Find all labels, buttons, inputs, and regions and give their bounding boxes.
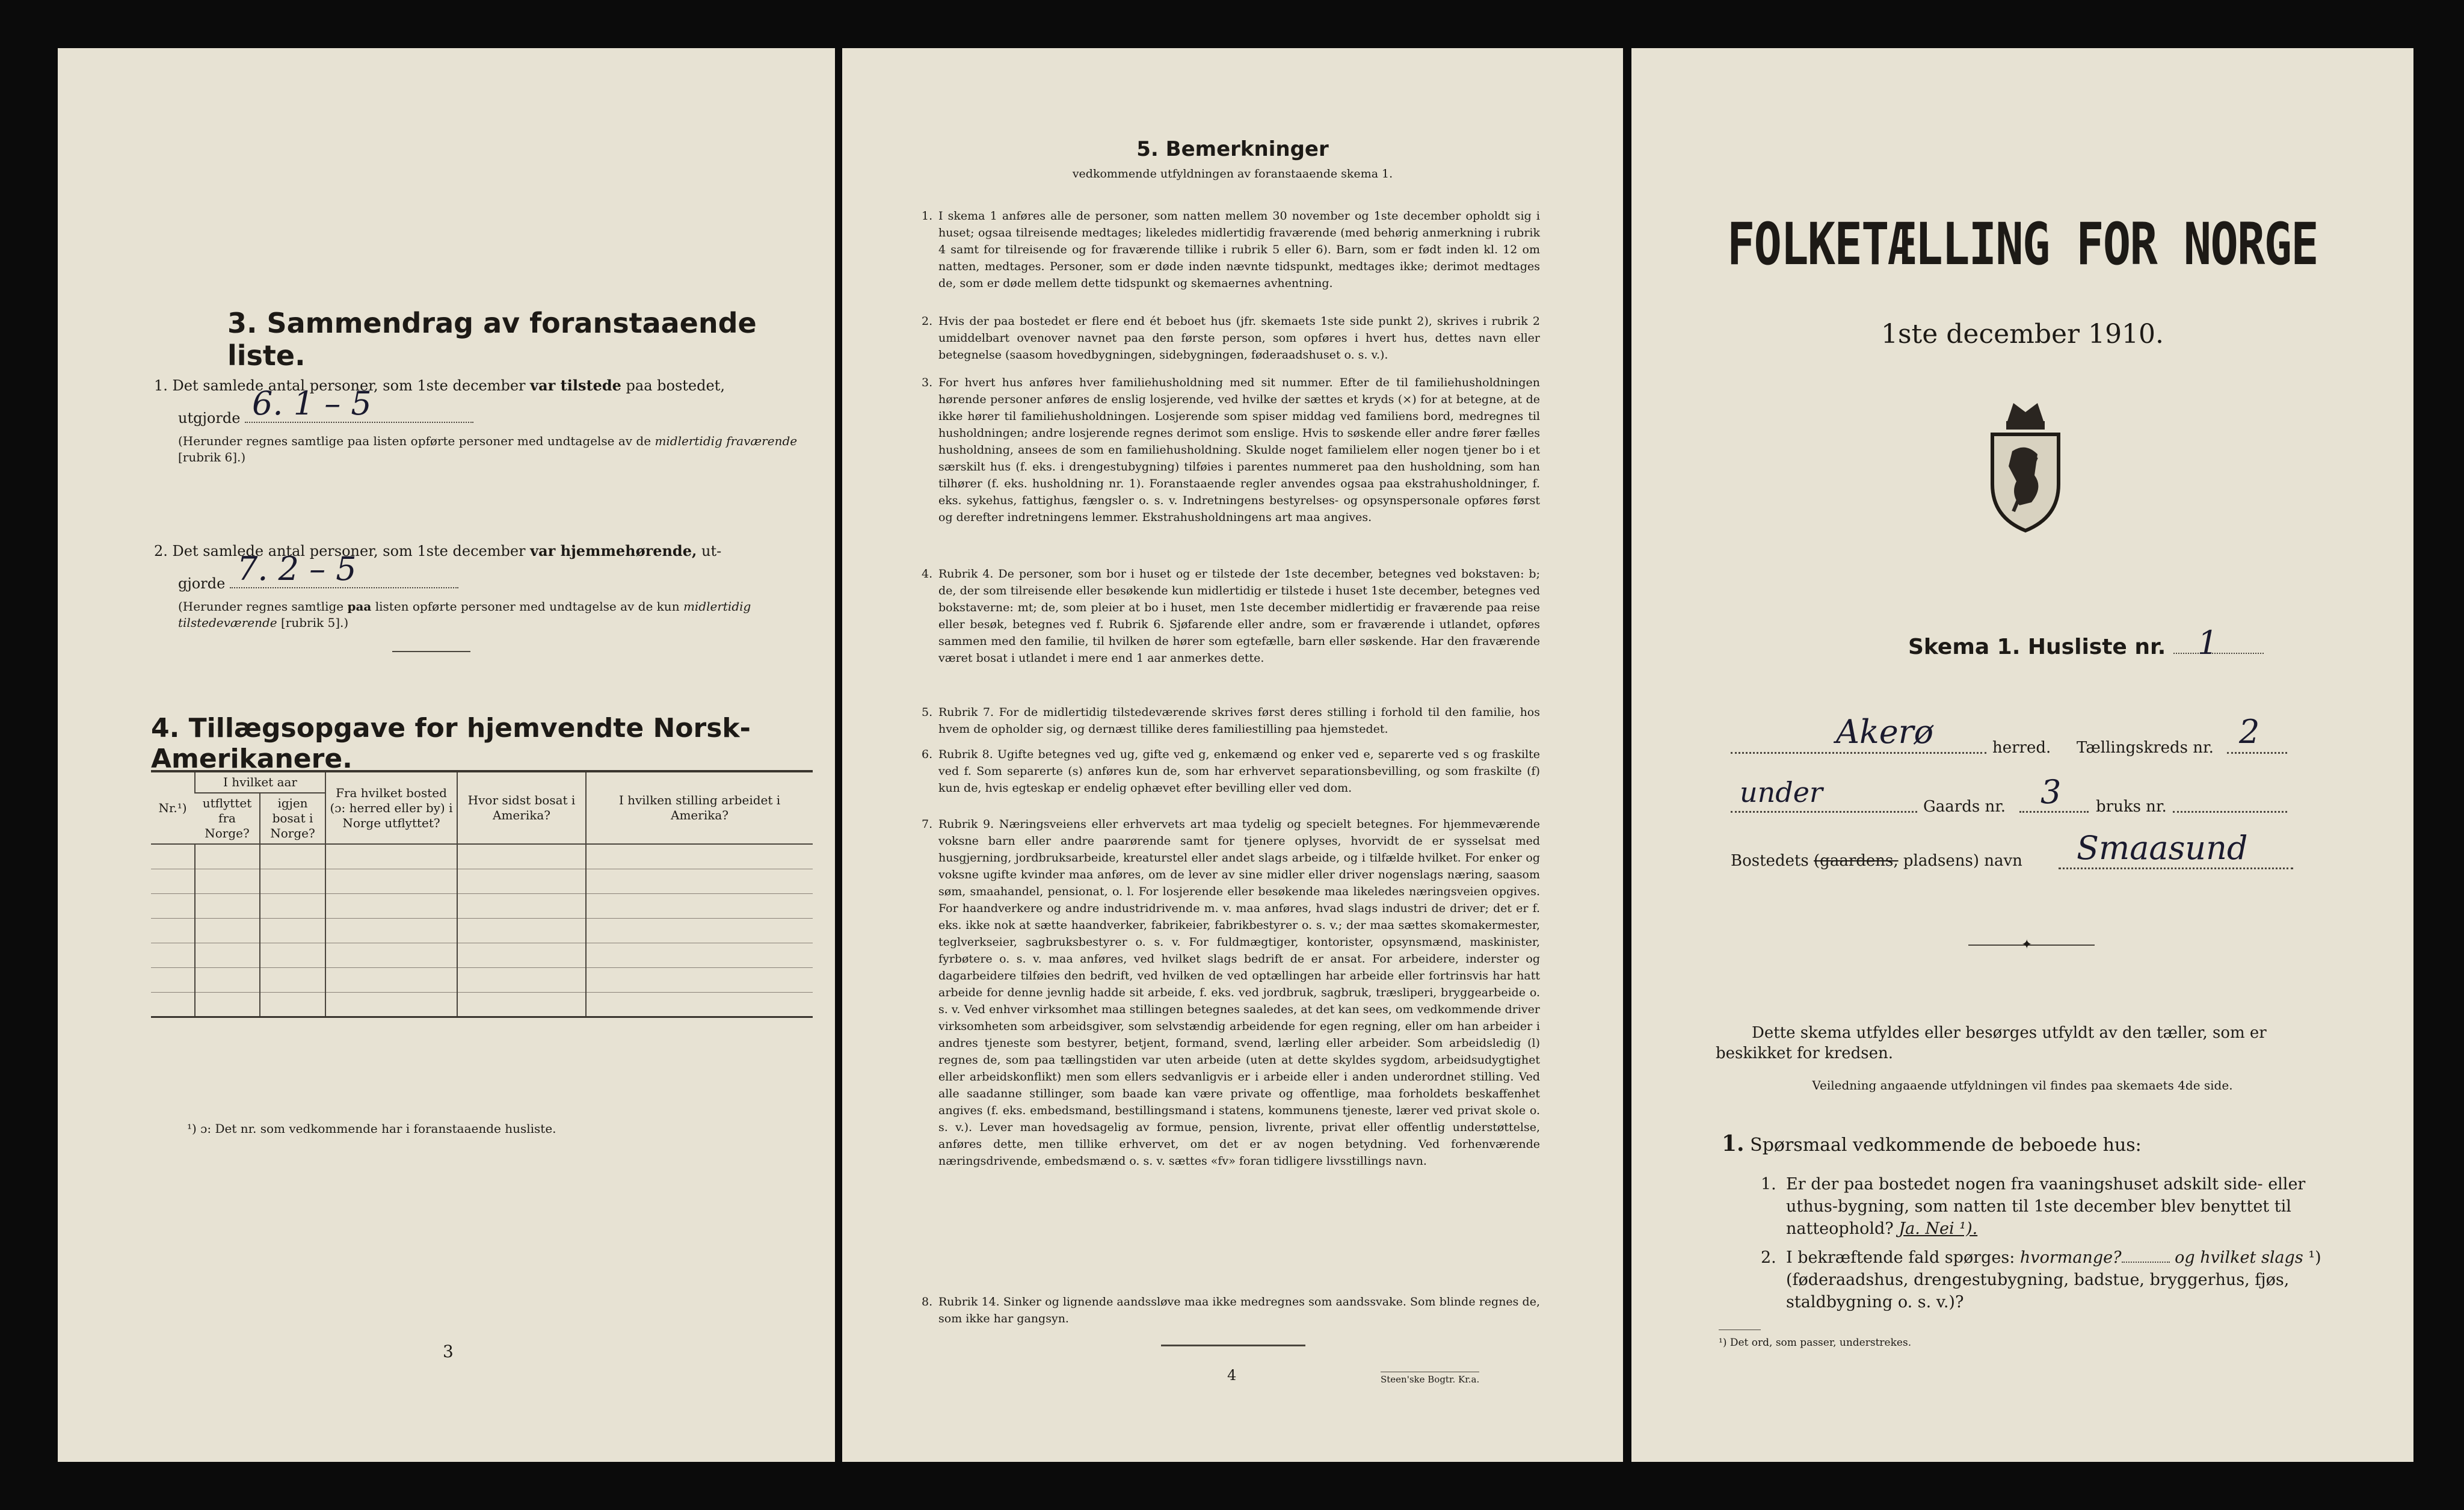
remark-7-number: 7. <box>922 818 933 831</box>
question-1-number: 1. <box>1761 1175 1776 1194</box>
s3-item-1-utgjorde: utgjorde <box>178 410 241 427</box>
table-row <box>151 943 813 967</box>
question-2-options: ¹) (føderaadshus, drengestubygning, badstue, bryggerhus, fjøs, staldbygning o. s. v.)? <box>1786 1248 2321 1311</box>
printer-mark: Steen'ske Bogtr. Kr.a. <box>1381 1372 1479 1385</box>
ornament-icon: ✦ <box>2021 937 2033 952</box>
census-title: FOLKETÆLLING FOR NORGE <box>1726 211 2318 278</box>
right-footnote: ¹) Det ord, som passer, understrekes. <box>1719 1337 1912 1349</box>
skema-label: Skema 1. Husliste nr. <box>1908 635 2166 659</box>
col-america: Hvor sidst bosat i Amerika? <box>457 772 586 844</box>
remark-2 <box>922 313 1540 363</box>
bosted-label-a: Bostedets <box>1731 852 1809 870</box>
remark-3-text: For hvert hus anføres hver familiehusholdning med sit nummer. Efter de til familiehusholdningen hørende personer anføres de enslig losjerende, ved hvilke der sættes et kryds (×) for at betegne, at de ikke hører til familiehusholdningen. Losjerende som spiser middag ved familiens bord, medregnes til husholdningen; andre losjerende regnes derimot som enslige. Hvis to søskende eller andre fører fælles husholdning, ansees de som en familiehusholdning. Skulde noget familielem eller nogen tjener bo i et særskilt hus (f. eks. i drengestubygning) tilføies i parentes nummeret paa den husholdning, som han tilhører (f. eks. husholdning nr. 1). Foranstaaende regler anvendes ogsaa paa ekstrahusholdninger, f. eks. sykehus, fattighus, fængsler o. s. v. Indretningens bestyrelses- og opsynspersonale opføres først og derefter indretningens lemmer. Ekstrahusholdningens art maa angives. <box>938 376 1540 524</box>
intro-text: Dette skema utfyldes eller besørges utfyldt av den tæller, som er beskikket for kredsen. <box>1716 1024 2267 1062</box>
norsk-amerikanere-table-wrap <box>151 770 813 1018</box>
bosted-label <box>1731 852 2022 871</box>
s3-note-1-a: (Herunder regnes samtlige paa listen opførte personer med undtagelse av de <box>178 434 651 448</box>
table-row <box>151 992 813 1017</box>
middle-separator <box>1161 1345 1305 1346</box>
remark-5-number: 5. <box>922 706 933 719</box>
s3-note-1-c: [rubrik 6].) <box>178 450 246 464</box>
bosted-handwritten: Smaasund <box>2077 829 2248 867</box>
question-1-answer: Ja. Nei ¹). <box>1899 1219 1978 1238</box>
remark-5 <box>922 704 1540 738</box>
middle-page <box>842 48 1623 1462</box>
s3-item-2-note <box>178 599 816 631</box>
husliste-number-handwritten: 1 <box>2197 624 2219 662</box>
bosted-fill <box>2059 867 2293 869</box>
under-fill <box>1731 811 1917 813</box>
under-handwritten: under <box>1740 776 1823 809</box>
questions-heading-text: Spørsmaal vedkommende de beboede hus: <box>1750 1135 2142 1156</box>
s3-item-2-text: 2. Det samlede antal personer, som 1ste december <box>154 543 526 559</box>
col-occupation: I hvilken stilling arbeidet i Amerika? <box>586 772 813 844</box>
col-group-year: I hvilket aar <box>195 772 325 793</box>
remark-8 <box>922 1293 1540 1327</box>
s3-item-1-bold: var tilstede <box>530 377 621 394</box>
s3-item-2-line <box>178 550 458 593</box>
page-number-3: 3 <box>443 1342 454 1361</box>
herred-fill <box>1731 752 1986 754</box>
intro-note: Veiledning angaaende utfyldningen vil findes paa skemaets 4de side. <box>1812 1078 2233 1092</box>
s3-note-2-e: [rubrik 5].) <box>280 615 349 630</box>
remark-4-text: Rubrik 4. De personer, som bor i huset og er tilstede der 1ste december, betegnes ved bokstaven: b; de, der som tilreisende eller besøkende kun midlertidig er tilstede i huset 1ste december, betegnes ved bokstaverne: mt; de, som pleier at bo i huset, men 1ste december midlertidig er fraværende paa reise eller besøk, betegnes ved f. Rubrik 6. Sjøfarende eller andre, som er fraværende i utlandet, opføres sammen med den familie, til hvilken de hører som egtefælle, barn eller søskende. Har den fraværende været bosat i utlandet i mere end 1 aar anmerkes dette. <box>938 567 1540 665</box>
bemerkninger-subheading: vedkommende utfyldningen av foranstaaende skema 1. <box>1072 167 1393 180</box>
remark-1 <box>922 208 1540 292</box>
gaards-handwritten: 3 <box>2040 773 2062 811</box>
question-1 <box>1761 1173 2323 1240</box>
census-date: 1ste december 1910. <box>1880 319 2164 350</box>
table-row <box>151 844 813 869</box>
remark-1-text: I skema 1 anføres alle de personer, som natten mellem 30 november og 1ste december opholdt sig i huset; ogsaa tilreisende medtages; likeledes midlertidig fraværende (med behørig anmerkning i rubrik 4 samt for tilreisende og for fraværende tillike i rubrik 5 eller 6). Barn, som er født inden kl. 12 om natten, medtages. Personer, som er døde inden nævnte tidspunkt, medtages ikke; derimot medtages de, som er døde mellem dette tidspunkt og skemaernes avhentning. <box>938 209 1540 290</box>
s3-item-1-text: 1. Det samlede antal personer, som 1ste december <box>154 377 526 394</box>
left-page <box>58 48 835 1462</box>
questions-heading-number: 1. <box>1722 1131 1745 1156</box>
s3-item-1-fill <box>245 384 473 423</box>
s3-item-1-text-end: paa bostedet, <box>626 377 725 394</box>
col-from: Fra hvilket bosted (ɔ: herred eller by) i Norge utflyttet? <box>325 772 457 844</box>
question-2-fill-1 <box>2122 1262 2170 1263</box>
kreds-label: Tællingskreds nr. <box>2077 739 2214 757</box>
gaards-label: Gaards nr. <box>1923 798 2006 816</box>
s3-item-1-line <box>178 384 473 428</box>
title-wrap <box>1631 211 2413 278</box>
table-row <box>151 918 813 943</box>
bosted-label-c: pladsens) navn <box>1903 852 2022 870</box>
s3-item-2-bold: var hjemmehørende, <box>530 542 697 559</box>
table-row <box>151 967 813 992</box>
remark-6 <box>922 746 1540 797</box>
remark-2-number: 2. <box>922 315 933 328</box>
remark-4-number: 4. <box>922 567 933 581</box>
remark-3 <box>922 374 1540 526</box>
remark-1-number: 1. <box>922 209 933 223</box>
remark-8-number: 8. <box>922 1295 933 1308</box>
table-row <box>151 893 813 918</box>
herred-label: herred. <box>1992 739 2051 757</box>
skema-line <box>1908 624 2264 662</box>
separator-rule <box>392 651 470 652</box>
remark-7-text: Rubrik 9. Næringsveiens eller erhvervets art maa tydelig og specielt betegnes. For hjemmeværende voksne barn eller andre paarørende samt for tjenere oplyses, hvorvidt de er sysselsat med husgjerning, jordbruksarbeide, kreaturstel eller andet slags arbeide, og i tilfælde hvilket. For enker og voksne ugifte kvinder maa anføres, om de lever av sine midler eller driver nogenslags næring, saasom søm, smaahandel, pensionat, o. l. For losjerende eller besøkende maa likeledes næringsveien opgives. For haandverkere og andre industridrivende m. v. maa anføres, hvad slags industri de driver; det er f. eks. ikke nok at sætte haandverker, fabrikeier, fabrikbestyrer o. s. v.; der maa sættes skomakermester, teglverkseier, sagbruksbestyrer o. s. v. For fuldmægtiger, kontorister, opsynsmænd, maskinister, fyrbøtere o. s. v. maa anføres, ved hvilket slags bedrift de er ansat. For arbeidere, inderster og dagarbeidere tilføies den bedrift, ved hvilken de ved optællingen har arbeide eller fortrinsvis har hatt arbeide for denne jevnlig hadde sit arbeide, f. eks. ved jordbruk, sagbruk, træsliperi, bryggearbeide o. s. v. Ved enhver virksomhet maa stillingen betegnes saaledes, at det kan sees, om vedkommende driver virksomheten som arbeidsgiver, som selvstændig arbeidende for egen regning, eller om han arbeider i andres tjeneste som bestyrer, betjent, formand, svend, lærling eller arbeider. Som arbeidsledig (l) regnes de, som paa tællingstiden var uten arbeide (uten at dette skyldes sygdom, arbeidsudygtighet eller arbeidskonflikt) men som ellers sedvanligvis er i arbeide eller i anden underordnet stilling. Ved alle saadanne stillinger, som baade kan være private og offentlige, maa forholdets beskaffenhet angives (f. eks. embedsmand, bestillingsmand i statens, kommunens tjeneste, lærer ved privat skole o. s. v.). Lever man hovedsagelig av formue, pension, livrente, privat eller offentlig understøttelse, anføres dette, men tillike erhvervet, om det er av nogen betydning. Ved forhenværende næringsdrivende, embedsmænd o. s. v. sættes «fv» foran tidligere livsstillings navn. <box>938 818 1540 1168</box>
herred-handwritten: Akerø <box>1836 713 1933 751</box>
bemerkninger-heading: 5. Bemerkninger <box>1136 137 1329 161</box>
section-4-heading: 4. Tillægsopgave for hjemvendte Norsk-Amerikanere. <box>151 713 751 774</box>
s3-note-2-a: (Herunder regnes samtlige <box>178 599 344 614</box>
s3-note-1-b: midlertidig fraværende <box>654 434 798 448</box>
remark-2-text: Hvis der paa bostedet er flere end ét beboet hus (jfr. skemaets 1ste side punkt 2), skrives i rubrik 2 umiddelbart ovenover navnet paa den første person, som opføres i hvert hus, dettes navn eller betegnelse (saasom hovedbygningen, sidebygningen, føderaadshuset o. s. v.). <box>938 315 1540 362</box>
question-2-text: I bekræftende fald spørges: <box>1786 1248 2015 1267</box>
bruks-label: bruks nr. <box>2096 798 2167 816</box>
kreds-fill <box>2227 752 2287 754</box>
col-nr: Nr.¹) <box>158 800 187 815</box>
question-2 <box>1761 1247 2323 1313</box>
question-1-text: Er der paa bostedet nogen fra vaaningshuset adskilt side- eller uthus-bygning, som natten til 1ste december blev benyttet til natteophold? <box>1786 1175 2306 1238</box>
remark-4 <box>922 565 1540 667</box>
bruks-fill <box>2173 811 2287 813</box>
remark-3-number: 3. <box>922 376 933 389</box>
s3-item-2-text-end: ut- <box>701 543 722 559</box>
question-2-slags: og hvilket slags <box>2175 1248 2303 1267</box>
col-returned: igjen bosat i Norge? <box>260 793 325 844</box>
s3-item-2-handwritten: 7. 2 – 5 <box>236 550 357 588</box>
s3-item-1-note <box>178 433 816 466</box>
remark-7 <box>922 816 1540 1169</box>
s3-item-2-fill <box>230 550 458 588</box>
section-3-heading: 3. Sammendrag av foranstaaende liste. <box>227 307 757 372</box>
remark-5-text: Rubrik 7. For de midlertidig tilstedeværende skrives først deres stilling i forhold til den familie, hos hvem de opholder sig, og dernæst tillike deres familiestilling paa hjemstedet. <box>938 706 1540 736</box>
s3-item-2-gjorde: gjorde <box>178 575 226 592</box>
s3-note-2-d: midlertidig tilstedeværende <box>178 599 751 630</box>
gaards-fill <box>2019 811 2089 813</box>
question-2-hvormange: hvormange? <box>2019 1248 2122 1267</box>
remark-8-text: Rubrik 14. Sinker og lignende aandssløve maa ikke medregnes som aandssvake. Som blinde regnes de, som ikke har gangsyn. <box>938 1295 1540 1325</box>
page-number-4: 4 <box>1227 1367 1237 1384</box>
question-2-number: 2. <box>1761 1248 1776 1267</box>
right-page <box>1631 48 2413 1462</box>
col-emigrated: utflyttet fra Norge? <box>202 796 252 840</box>
s3-item-1-handwritten: 6. 1 – 5 <box>252 384 372 422</box>
s3-note-2-b: paa <box>347 599 372 614</box>
left-footnote: ¹) ɔ: Det nr. som vedkommende har i foranstaaende husliste. <box>187 1121 556 1136</box>
remark-6-number: 6. <box>922 748 933 761</box>
coat-of-arms-icon <box>1977 397 2074 535</box>
bosted-label-struck: (gaardens, <box>1814 852 1899 870</box>
norsk-amerikanere-table <box>151 772 813 1018</box>
s3-note-2-c: listen opførte personer med undtagelse av de kun <box>375 599 680 614</box>
questions-heading <box>1722 1131 2142 1156</box>
kreds-handwritten: 2 <box>2239 713 2260 751</box>
table-row <box>151 869 813 893</box>
remark-6-text: Rubrik 8. Ugifte betegnes ved ug, gifte ved g, enkemænd og enker ved e, separerte ved s og fraskilte ved f. Som separerte (s) anføres kun de, som har erhvervet separationsbevilling, og som fraskilte (f) kun de, hvis egteskap er endelig ophævet efter bevilling eller ved dom. <box>938 748 1540 795</box>
husliste-fill <box>2173 624 2264 662</box>
